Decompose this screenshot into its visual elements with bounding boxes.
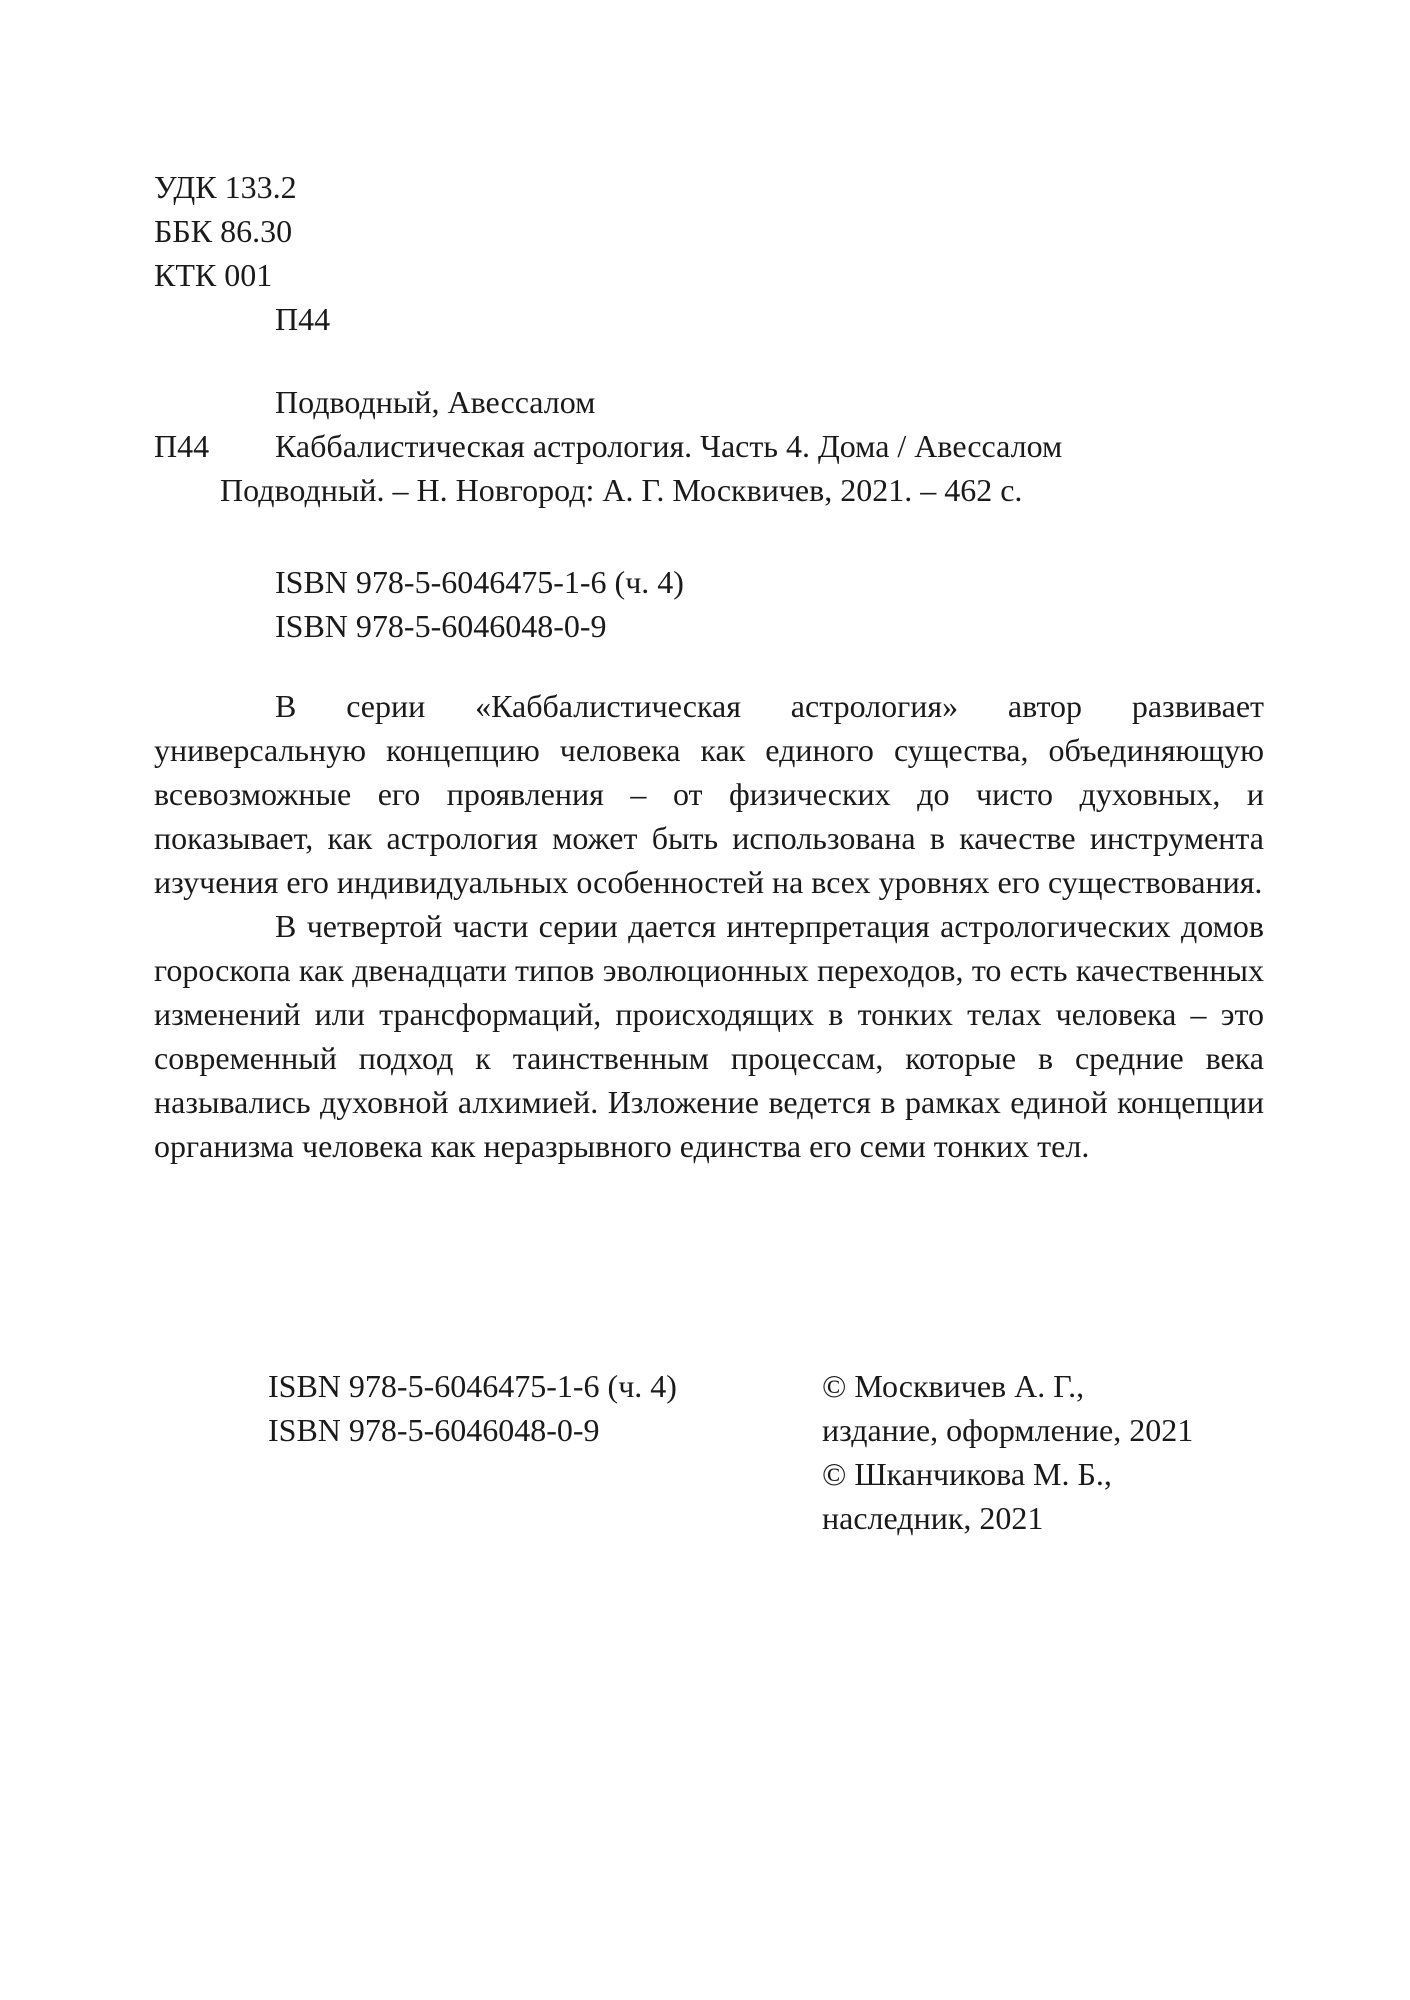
isbn-list-top bbox=[275, 560, 684, 648]
isbn-part-4: ISBN 978-5-6046475-1-6 (ч. 4) bbox=[268, 1368, 677, 1404]
classification-codes bbox=[154, 165, 330, 341]
entry-imprint: Подводный. – Н. Новгород: А. Г. Москвичев, 2021. – 462 с. bbox=[220, 472, 1023, 508]
copyright-line: наследник, 2021 bbox=[822, 1500, 1044, 1536]
copyright-line: издание, оформление, 2021 bbox=[822, 1412, 1194, 1448]
udk-code: УДК 133.2 bbox=[154, 169, 297, 205]
annotation bbox=[154, 684, 1264, 1168]
annotation-paragraph: В серии «Каббалистическая астрология» автор развивает универсальную концепцию человека как единого существа, объединяющую всевозможные его проявления – от физических до чисто духовных, и показывает, как астрология может быть использована в качестве инструмента изучения его индивидуальных особенностей на всех уровнях его существования. bbox=[154, 688, 1264, 900]
isbn-list-bottom bbox=[268, 1364, 677, 1452]
entry-author-mark: П44 bbox=[154, 428, 210, 464]
isbn-series: ISBN 978-5-6046048-0-9 bbox=[275, 608, 607, 644]
annotation-paragraph: В четвертой части серии дается интерпретация астрологических домов гороскопа как двенадцати типов эволюционных переходов, то есть качественных изменений или трансформаций, происходящих в тонких телах человека – это современный подход к таинственным процессам, которые в средние века назывались духовной алхимией. Изложение ведется в рамках единой концепции организма человека как неразрывного единства его семи тонких тел. bbox=[154, 908, 1264, 1164]
author-mark: П44 bbox=[275, 301, 331, 337]
ktk-code: КТК 001 bbox=[154, 257, 273, 293]
copyright-line: © Шканчикова М. Б., bbox=[822, 1456, 1112, 1492]
isbn-series: ISBN 978-5-6046048-0-9 bbox=[268, 1412, 600, 1448]
copyright-line: © Москвичев А. Г., bbox=[822, 1368, 1085, 1404]
bbk-code: ББК 86.30 bbox=[154, 213, 293, 249]
isbn-part-4: ISBN 978-5-6046475-1-6 (ч. 4) bbox=[275, 564, 684, 600]
entry-first-line bbox=[154, 424, 1264, 468]
entry-title: Каббалистическая астрология. Часть 4. Дома / Авессалом bbox=[275, 428, 1063, 464]
author-heading: Подводный, Авессалом bbox=[275, 384, 596, 420]
bibliographic-record bbox=[154, 380, 1264, 512]
copyright-notice bbox=[822, 1364, 1193, 1540]
